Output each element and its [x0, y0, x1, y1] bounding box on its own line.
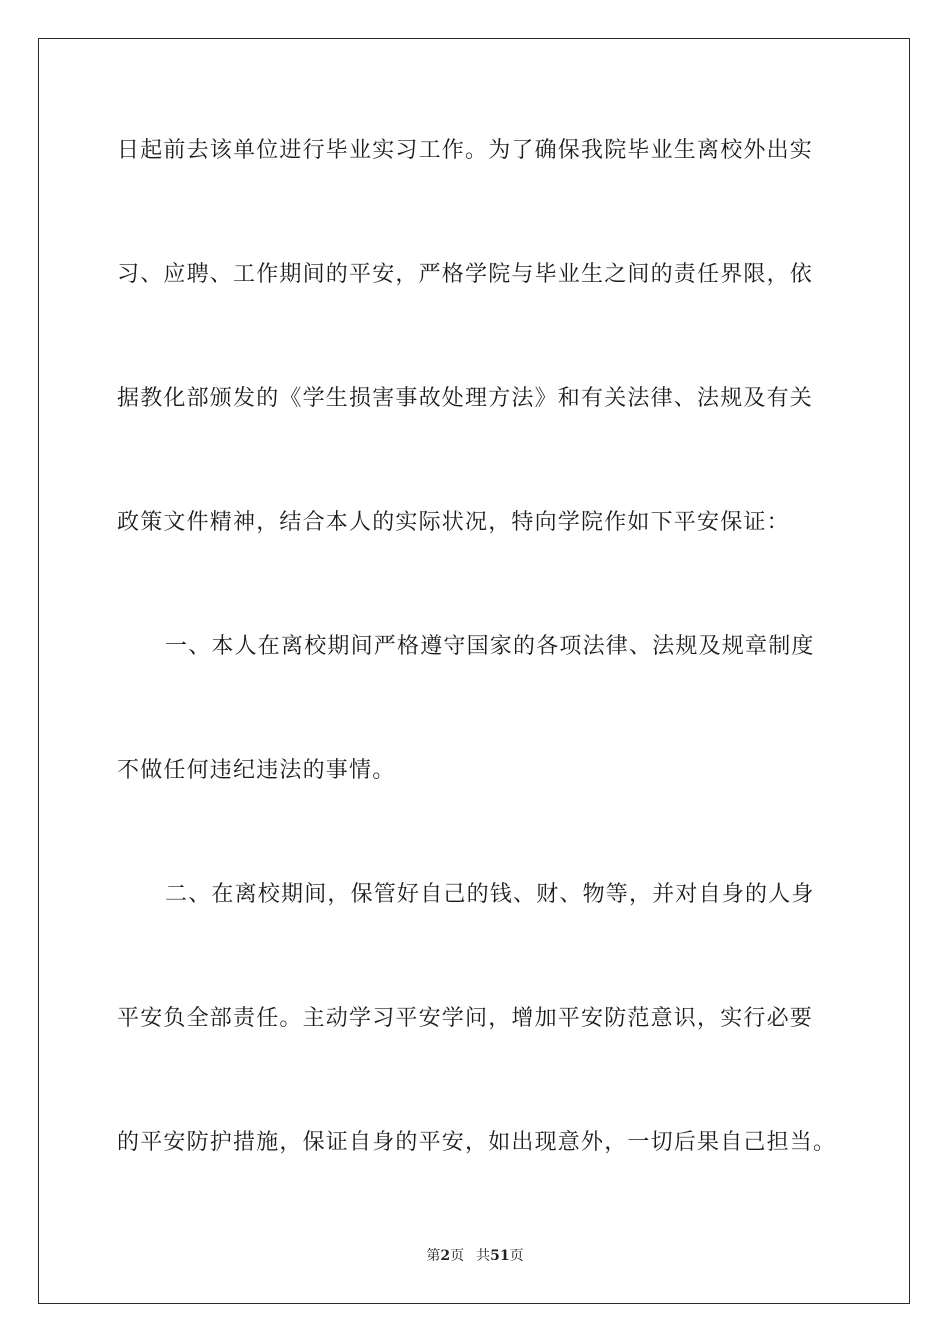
- total-pages-suffix: 页: [509, 1248, 524, 1264]
- current-page-number: 2: [440, 1248, 451, 1264]
- paragraph-line: 习、应聘、工作期间的平安，严格学院与毕业生之间的责任界限，依: [117, 262, 814, 287]
- total-page-count: 51: [490, 1248, 510, 1264]
- paragraph-line: 一、本人在离校期间严格遵守国家的各项法律、法规及规章制度: [165, 634, 815, 659]
- page-number-suffix: 页: [450, 1248, 465, 1264]
- paragraph-line: 政策文件精神，结合本人的实际状况，特向学院作如下平安保证：: [117, 510, 790, 535]
- paragraph-line: 日起前去该单位进行毕业实习工作。为了确保我院毕业生离校外出实: [117, 138, 814, 163]
- paragraph-line: 据教化部颁发的《学生损害事故处理方法》和有关法律、法规及有关: [117, 386, 814, 411]
- paragraph-line: 二、在离校期间，保管好自己的钱、财、物等，并对自身的人身: [165, 882, 815, 907]
- page-footer: [0, 1246, 950, 1266]
- paragraph-line: 的平安防护措施，保证自身的平安，如出现意外，一切后果自己担当。: [117, 1130, 837, 1155]
- page-number-prefix: 第: [426, 1248, 441, 1264]
- total-pages-prefix: 共: [476, 1248, 491, 1264]
- paragraph-line: 平安负全部责任。主动学习平安学问，增加平安防范意识，实行必要: [117, 1006, 814, 1031]
- page-border: [38, 38, 910, 1304]
- paragraph-line: 不做任何违纪违法的事情。: [117, 758, 396, 783]
